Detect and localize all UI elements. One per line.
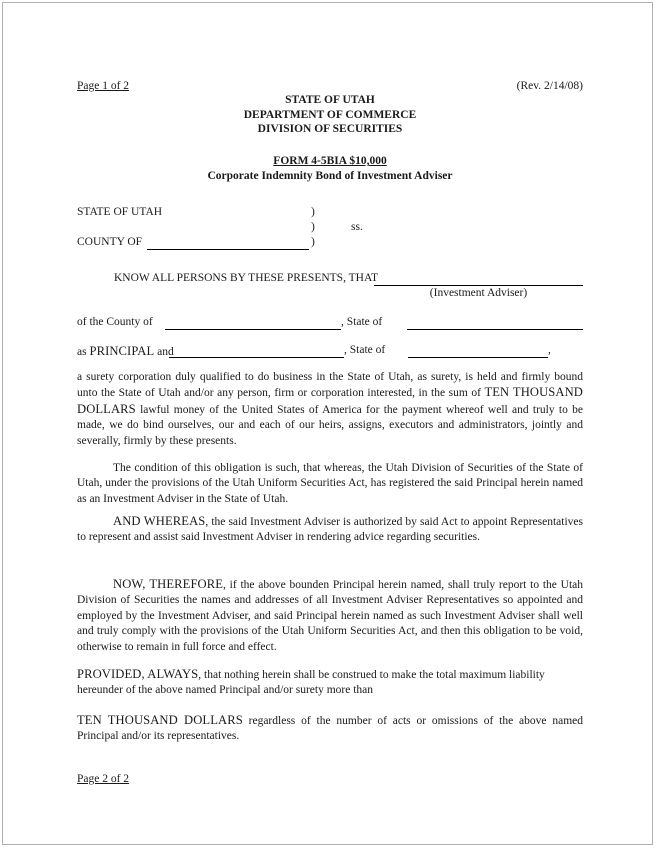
county-state-row bbox=[77, 316, 583, 334]
surety-state-input-blank[interactable] bbox=[408, 344, 548, 358]
venue-paren-2: ) bbox=[311, 221, 315, 233]
surety-state-of-label: , State of bbox=[344, 344, 386, 356]
page-label-top: Page 1 of 2 bbox=[77, 80, 130, 92]
revision-label: (Rev. 2/14/08) bbox=[516, 80, 583, 92]
agency-line-3: DIVISION OF SECURITIES bbox=[257, 123, 403, 135]
principal-surety-row bbox=[77, 344, 583, 362]
venue-state-label: STATE OF UTAH bbox=[77, 206, 163, 218]
know-all-persons-text: KNOW ALL PERSONS BY THESE PRESENTS, THAT bbox=[114, 272, 379, 284]
document-body bbox=[77, 3, 583, 844]
of-the-county-of-label: of the County of bbox=[77, 316, 153, 328]
state-of-label: , State of bbox=[341, 316, 383, 328]
venue-paren-3: ) bbox=[311, 236, 315, 248]
investment-adviser-input-blank[interactable] bbox=[374, 272, 583, 286]
principal-row-comma: , bbox=[548, 344, 551, 356]
venue-paren-1: ) bbox=[311, 206, 315, 218]
paragraph-ten-thousand-dollars: TEN THOUSAND DOLLARS regardless of the number of acts or omissions of the above named Principal and/or its representatives. bbox=[77, 712, 583, 743]
paragraph-surety: a surety corporation duly qualified to do business in the State of Utah, as surety, is held and firmly bound unto the State of Utah and/or any person, firm or corporation interested, in the sum of TEN THOUSAND DOLLARS lawful money of the United States of America for the payment whereof well and truly to be made, we do bind ourselves, our and each of our heirs, assigns, executors and administrators, jointly and severally, firmly by these presents. bbox=[77, 370, 583, 447]
venue-county-label: COUNTY OF bbox=[77, 236, 143, 248]
form-title-block bbox=[77, 154, 583, 184]
paragraph-now-therefore: NOW, THEREFORE, if the above bounden Principal herein named, shall truly report to the Utah Division of Securities the names and addresses of all Investment Adviser Representatives so appointed and employed by the Investment Adviser, and said Principal herein named as such Investment Adviser shall well and truly comply with the provisions of the Utah Uniform Securities Act, and then this obligation to be void, otherwise to remain in full force and effect. bbox=[77, 576, 583, 653]
agency-heading bbox=[77, 93, 583, 137]
form-code: FORM 4-5BIA $10,000 bbox=[273, 155, 387, 167]
paragraph-provided-always: PROVIDED, ALWAYS, that nothing herein shall be construed to make the total maximum liability hereunder of the above named Principal and/or surety more than bbox=[77, 666, 545, 697]
agency-line-2: DEPARTMENT OF COMMERCE bbox=[243, 108, 417, 121]
know-all-persons-block bbox=[77, 272, 583, 306]
as-principal-label: as PRINCIPAL and bbox=[77, 344, 174, 358]
agency-line-1: STATE OF UTAH bbox=[285, 94, 375, 106]
paragraph-condition: The condition of this obligation is such, that whereas, the Utah Division of Securities of the State of Utah, under the provisions of the Utah Uniform Securities Act, has registered the said Principal herein named as an Investment Adviser in the State of Utah. bbox=[77, 461, 583, 505]
document-page bbox=[2, 2, 653, 845]
surety-name-input-blank[interactable] bbox=[169, 344, 344, 358]
county-input-blank[interactable] bbox=[165, 316, 341, 330]
form-name: Corporate Indemnity Bond of Investment Adviser bbox=[207, 170, 453, 182]
venue-block bbox=[77, 206, 583, 252]
page-label-bottom: Page 2 of 2 bbox=[77, 773, 130, 785]
county-of-input-blank[interactable] bbox=[147, 236, 309, 250]
investment-adviser-caption: (Investment Adviser) bbox=[429, 287, 528, 299]
venue-ss-label: ss. bbox=[351, 221, 363, 233]
paragraph-and-whereas: AND WHEREAS, the said Investment Adviser is authorized by said Act to appoint Representatives to represent and assist said Investment Adviser in rendering advice regarding securities. bbox=[77, 513, 583, 544]
state-input-blank[interactable] bbox=[407, 316, 583, 330]
